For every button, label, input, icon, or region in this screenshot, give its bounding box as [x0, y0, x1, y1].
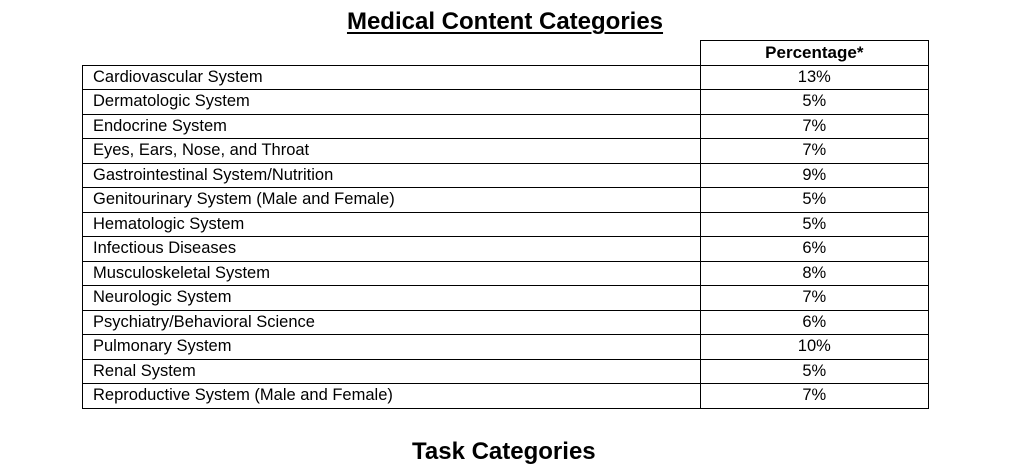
page-title: Medical Content Categories	[346, 8, 664, 35]
table-row	[83, 139, 929, 164]
percentage-cell: 8%	[700, 261, 928, 286]
category-cell: Reproductive System (Male and Female)	[83, 384, 701, 409]
table-row	[83, 310, 929, 335]
table-row	[83, 237, 929, 262]
medical-content-table	[82, 40, 929, 409]
category-cell: Pulmonary System	[83, 335, 701, 360]
table-row	[83, 114, 929, 139]
next-section-heading: Task Categories	[412, 438, 596, 465]
percentage-cell: 13%	[700, 65, 928, 90]
percentage-cell: 10%	[700, 335, 928, 360]
category-cell: Eyes, Ears, Nose, and Throat	[83, 139, 701, 164]
category-cell: Endocrine System	[83, 114, 701, 139]
category-cell: Dermatologic System	[83, 90, 701, 115]
percentage-cell: 6%	[700, 310, 928, 335]
percentage-cell: 7%	[700, 384, 928, 409]
table-row	[83, 65, 929, 90]
table-row	[83, 188, 929, 213]
percentage-cell: 5%	[700, 188, 928, 213]
category-header-blank	[83, 41, 701, 66]
percentage-cell: 5%	[700, 359, 928, 384]
percentage-cell: 9%	[700, 163, 928, 188]
table-row	[83, 90, 929, 115]
percentage-cell: 5%	[700, 212, 928, 237]
table-row	[83, 384, 929, 409]
category-cell: Musculoskeletal System	[83, 261, 701, 286]
category-cell: Infectious Diseases	[83, 237, 701, 262]
category-cell: Genitourinary System (Male and Female)	[83, 188, 701, 213]
percentage-header: Percentage*	[700, 41, 928, 66]
table-row	[83, 335, 929, 360]
category-cell: Neurologic System	[83, 286, 701, 311]
table-header-row	[83, 41, 929, 66]
category-cell: Gastrointestinal System/Nutrition	[83, 163, 701, 188]
table-row	[83, 212, 929, 237]
category-cell: Renal System	[83, 359, 701, 384]
table-row	[83, 286, 929, 311]
percentage-cell: 6%	[700, 237, 928, 262]
percentage-cell: 7%	[700, 114, 928, 139]
table-row	[83, 359, 929, 384]
category-cell: Cardiovascular System	[83, 65, 701, 90]
percentage-cell: 7%	[700, 286, 928, 311]
category-cell: Hematologic System	[83, 212, 701, 237]
table-row	[83, 261, 929, 286]
table-body	[83, 65, 929, 408]
percentage-cell: 7%	[700, 139, 928, 164]
category-cell: Psychiatry/Behavioral Science	[83, 310, 701, 335]
table-row	[83, 163, 929, 188]
percentage-cell: 5%	[700, 90, 928, 115]
